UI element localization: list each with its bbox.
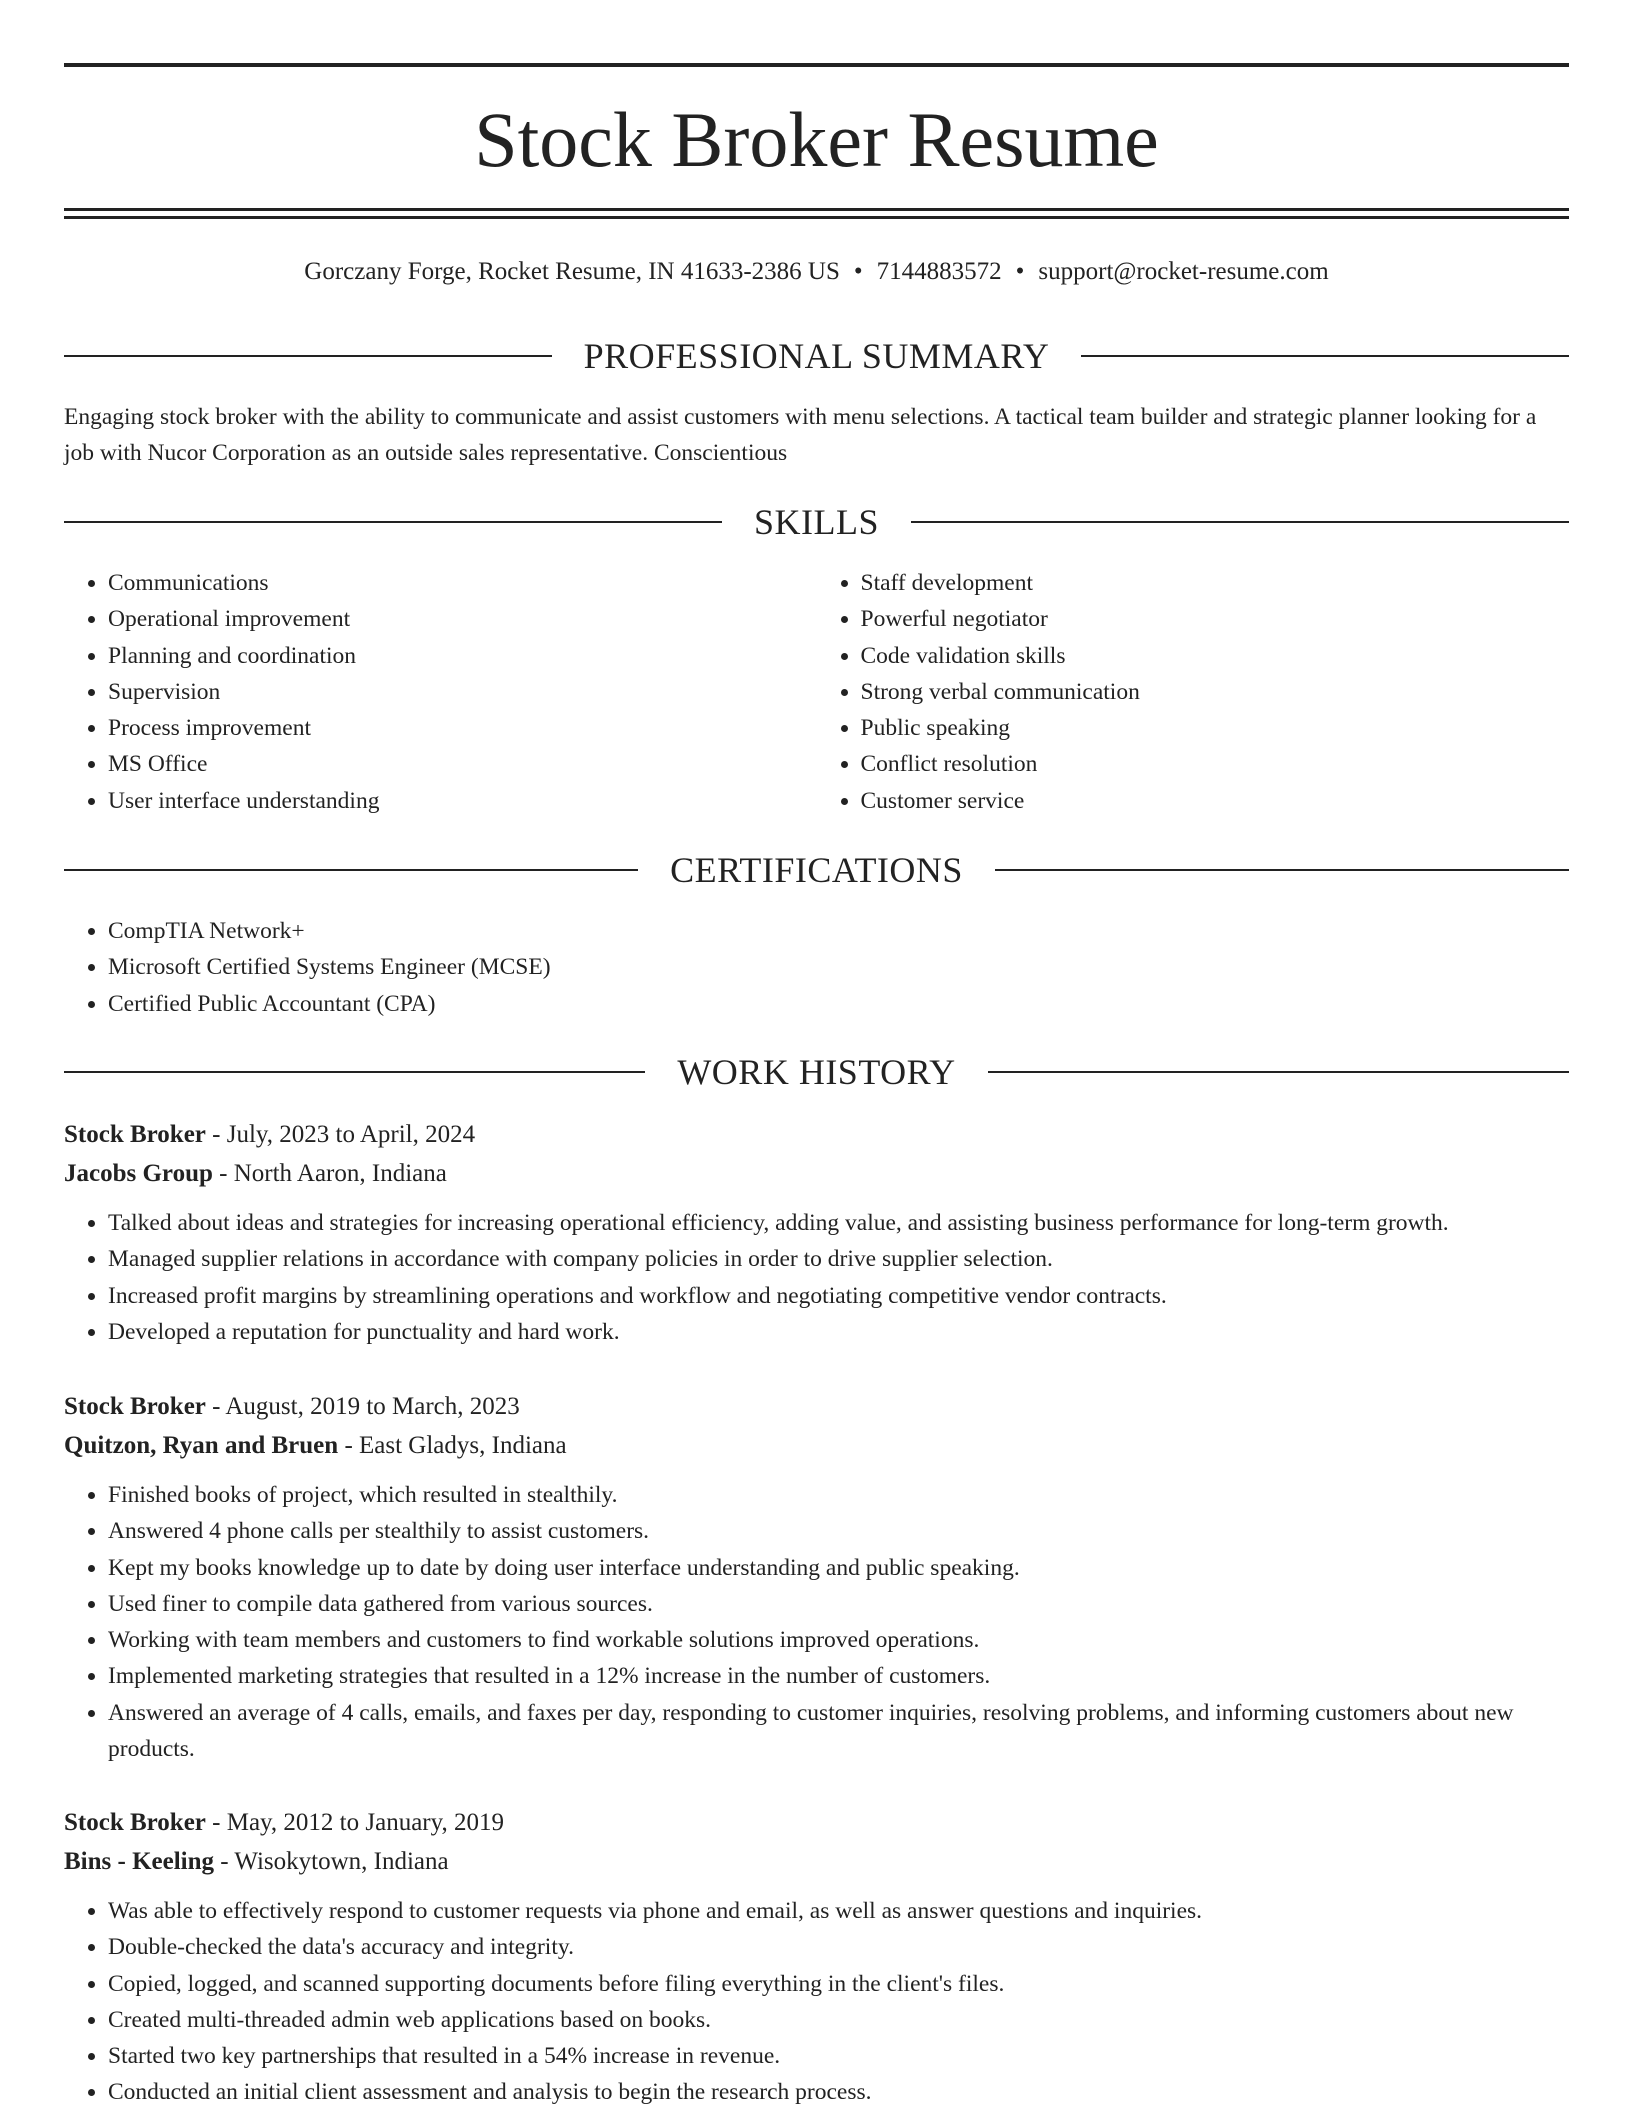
section-title: PROFESSIONAL SUMMARY (583, 336, 1050, 376)
list-item: • Was able to effectively respond to customer requests via phone and email, as well as answer questions and inquiries. (108, 1893, 1569, 1929)
skills-column-left (64, 565, 817, 819)
job-title-line (64, 1804, 1569, 1843)
divider (911, 521, 1569, 523)
divider (1081, 355, 1569, 357)
list-item: • Managed supplier relations in accordance with company policies in order to drive supplier selection. (108, 1241, 1569, 1277)
contact-address: Gorczany Forge, Rocket Resume, IN 41633-2386 US (304, 258, 840, 285)
list-item: • Staff development (861, 565, 1570, 601)
list-item: • Double-checked the data's accuracy and integrity. (108, 1929, 1569, 1965)
job-bullets (64, 1893, 1569, 2111)
job-company-line (64, 1155, 1569, 1194)
list-item: • Increased profit margins by streamlining operations and workflow and negotiating competitive vendor contracts. (108, 1278, 1569, 1314)
job-title-line (64, 1388, 1569, 1427)
job-company: Jacobs Group (64, 1159, 213, 1187)
list-item: • CompTIA Network+ (108, 913, 1569, 949)
job-entry (64, 1388, 1569, 1767)
certifications-list (64, 913, 1569, 1022)
summary-text: Engaging stock broker with the ability to communicate and assist customers with menu selections. A tactical team builder and strategic planner looking for a job with Nucor Corporation as an outside sales representative. Conscientious (64, 404, 1537, 466)
job-dates: - July, 2023 to April, 2024 (205, 1121, 476, 1148)
list-item: • Kept my books knowledge up to date by doing user interface understanding and public speaking. (108, 1550, 1569, 1586)
list-item: • Answered an average of 4 calls, emails, and faxes per day, responding to customer inquiries, resolving problems, and informing customers about new products. (108, 1695, 1569, 1768)
list-item: • Finished books of project, which resulted in stealthily. (108, 1477, 1569, 1513)
list-item: • Customer service (861, 783, 1570, 819)
list-item: • Communications (108, 565, 817, 601)
list-item: • Answered 4 phone calls per stealthily to assist customers. (108, 1513, 1569, 1549)
divider (64, 869, 638, 871)
job-dates: - August, 2019 to March, 2023 (205, 1393, 520, 1420)
skills-column-right (817, 565, 1570, 819)
list-item: • Process improvement (108, 710, 817, 746)
list-item: • Code validation skills (861, 638, 1570, 674)
section-title: WORK HISTORY (677, 1052, 956, 1092)
list-item: • Certified Public Accountant (CPA) (108, 986, 1569, 1022)
job-title-line (64, 1116, 1569, 1155)
list-item: • User interface understanding (108, 783, 817, 819)
list-item: • Started two key partnerships that resulted in a 54% increase in revenue. (108, 2038, 1569, 2074)
top-rule (64, 63, 1569, 67)
certifications-heading (64, 848, 1569, 892)
list-item: • Public speaking (861, 710, 1570, 746)
job-role: Stock Broker (64, 1121, 206, 1148)
section-title: SKILLS (754, 502, 880, 542)
title-double-rule-top (64, 208, 1569, 211)
list-item: • Working with team members and customers to find workable solutions improved operations. (108, 1622, 1569, 1658)
list-item: • Talked about ideas and strategies for increasing operational efficiency, adding value, and assisting business performance for long-term growth. (108, 1205, 1569, 1241)
skills-list (64, 565, 1569, 819)
job-location: - Wisokytown, Indiana (214, 1847, 449, 1875)
list-item: • Developed a reputation for punctuality and hard work. (108, 1314, 1569, 1350)
job-location: - East Gladys, Indiana (338, 1431, 567, 1459)
list-item: • Copied, logged, and scanned supporting documents before filing everything in the client's files. (108, 1966, 1569, 2002)
page-title: Stock Broker Resume (474, 96, 1159, 183)
list-item: • MS Office (108, 746, 817, 782)
job-bullets (64, 1205, 1569, 1350)
job-dates: - May, 2012 to January, 2019 (205, 1809, 505, 1836)
contact-phone: 7144883572 (876, 258, 1002, 285)
section-title: CERTIFICATIONS (670, 850, 963, 890)
job-company-line (64, 1843, 1569, 1882)
divider (64, 1071, 645, 1073)
summary-heading (64, 334, 1569, 378)
job-location: - North Aaron, Indiana (212, 1159, 447, 1187)
job-entry (64, 1116, 1569, 1350)
contact-line (64, 256, 1569, 288)
contact-separator: • (853, 258, 863, 285)
divider (64, 355, 552, 357)
list-item: • Operational improvement (108, 601, 817, 637)
title-double-rule-bottom (64, 216, 1569, 219)
list-item: • Implemented marketing strategies that resulted in a 12% increase in the number of customers. (108, 1658, 1569, 1694)
list-item: • Strong verbal communication (861, 674, 1570, 710)
work-history-heading (64, 1050, 1569, 1094)
list-item: • Microsoft Certified Systems Engineer (MCSE) (108, 949, 1569, 985)
divider (988, 1071, 1569, 1073)
skills-heading (64, 500, 1569, 544)
job-bullets (64, 1477, 1569, 1767)
divider (995, 869, 1569, 871)
list-item: • Powerful negotiator (861, 601, 1570, 637)
list-item: • Supervision (108, 674, 817, 710)
job-role: Stock Broker (64, 1809, 206, 1836)
job-company-line (64, 1427, 1569, 1466)
list-item: • Created multi-threaded admin web applications based on books. (108, 2002, 1569, 2038)
list-item: • Conducted an initial client assessment and analysis to begin the research process. (108, 2074, 1569, 2110)
list-item: • Used finer to compile data gathered from various sources. (108, 1586, 1569, 1622)
job-company: Bins - Keeling (64, 1847, 215, 1875)
list-item: • Planning and coordination (108, 638, 817, 674)
contact-email[interactable]: support@rocket-resume.com (1038, 258, 1329, 285)
job-role: Stock Broker (64, 1393, 206, 1420)
job-company: Quitzon, Ryan and Bruen (64, 1431, 339, 1459)
list-item: • Conflict resolution (861, 746, 1570, 782)
job-entry (64, 1804, 1569, 2111)
contact-separator: • (1015, 258, 1025, 285)
divider (64, 521, 722, 523)
